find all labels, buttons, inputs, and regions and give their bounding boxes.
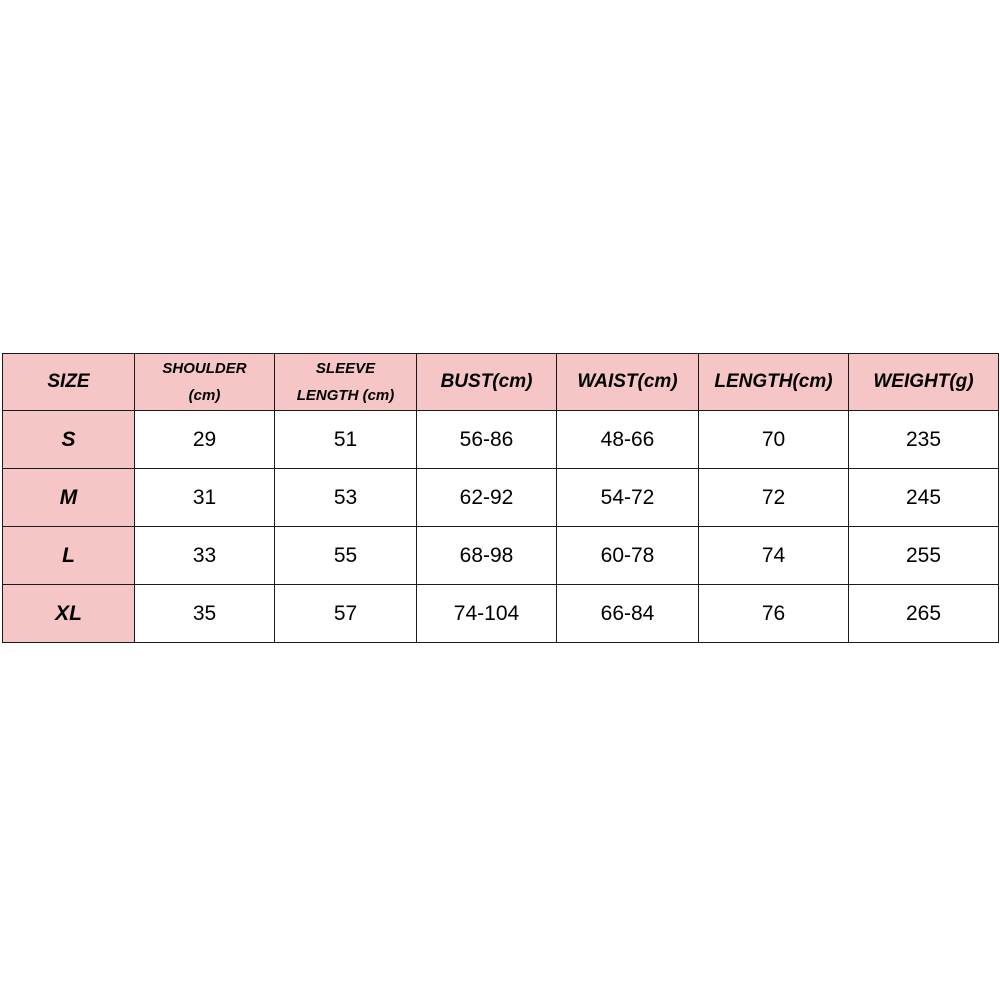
waist-cell: 60-78 (557, 527, 699, 585)
table-row (3, 469, 999, 527)
sleeve-length-cell: 51 (275, 411, 417, 469)
size-chart-table (2, 353, 999, 643)
table-row (3, 527, 999, 585)
size-cell: M (3, 469, 135, 527)
header-shoulder (135, 354, 275, 411)
weight-cell: 245 (849, 469, 999, 527)
bust-cell: 68-98 (417, 527, 557, 585)
bust-cell: 62-92 (417, 469, 557, 527)
weight-cell: 235 (849, 411, 999, 469)
header-sleeve-length (275, 354, 417, 411)
header-waist: WAIST(cm) (557, 354, 699, 411)
header-length: LENGTH(cm) (699, 354, 849, 411)
header-sleeve-line-2: LENGTH (cm) (296, 387, 395, 404)
length-cell: 74 (699, 527, 849, 585)
length-cell: 72 (699, 469, 849, 527)
shoulder-cell: 31 (135, 469, 275, 527)
waist-cell: 66-84 (557, 585, 699, 643)
length-cell: 70 (699, 411, 849, 469)
waist-cell: 54-72 (557, 469, 699, 527)
header-weight: WEIGHT(g) (849, 354, 999, 411)
table-row (3, 411, 999, 469)
size-cell: S (3, 411, 135, 469)
length-cell: 76 (699, 585, 849, 643)
bust-cell: 74-104 (417, 585, 557, 643)
waist-cell: 48-66 (557, 411, 699, 469)
header-bust: BUST(cm) (417, 354, 557, 411)
sleeve-length-cell: 55 (275, 527, 417, 585)
bust-cell: 56-86 (417, 411, 557, 469)
weight-cell: 265 (849, 585, 999, 643)
header-row (3, 354, 999, 411)
weight-cell: 255 (849, 527, 999, 585)
shoulder-cell: 35 (135, 585, 275, 643)
header-shoulder-line-1: SHOULDER (162, 360, 247, 377)
header-sleeve-line-1: SLEEVE (315, 360, 376, 377)
header-shoulder-line-2: (cm) (188, 387, 221, 404)
header-size: SIZE (3, 354, 135, 411)
shoulder-cell: 29 (135, 411, 275, 469)
size-cell: L (3, 527, 135, 585)
sleeve-length-cell: 57 (275, 585, 417, 643)
sleeve-length-cell: 53 (275, 469, 417, 527)
size-cell: XL (3, 585, 135, 643)
table-row (3, 585, 999, 643)
shoulder-cell: 33 (135, 527, 275, 585)
